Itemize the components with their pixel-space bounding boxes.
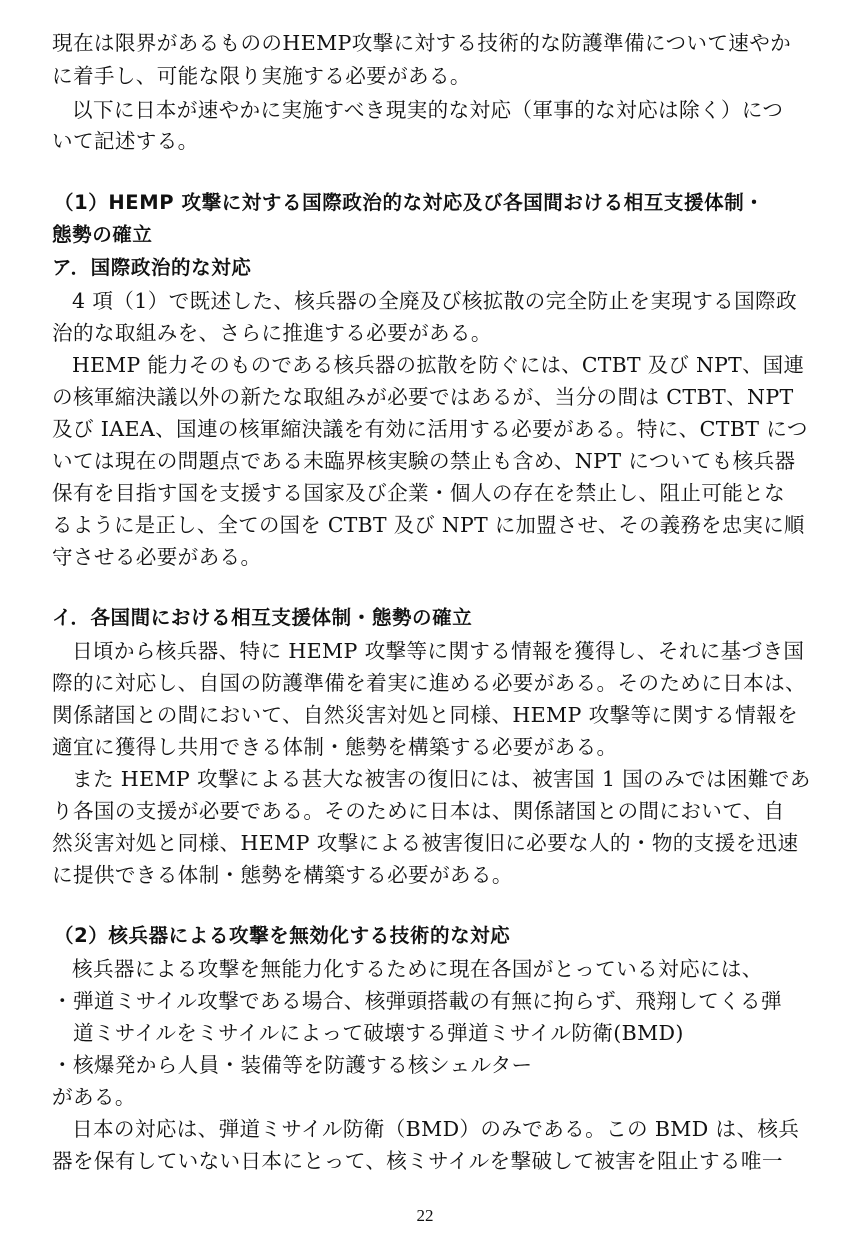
body-line: HEMP 能力そのものである核兵器の拡散を防ぐには、CTBT 及び NPT、国連 — [72, 353, 805, 377]
subsection-heading-a: ア．国際政治的な対応 — [52, 256, 252, 279]
body-line: 及び IAEA、国連の核軍縮決議を有効に活用する必要がある。特に、CTBT につ — [52, 417, 808, 441]
section-heading-1: （1）HEMP 攻撃に対する国際政治的な対応及び各国間おける相互支援体制・ — [54, 191, 765, 214]
page-number: 22 — [416, 1206, 434, 1225]
section-heading-2: （2）核兵器による攻撃を無効化する技術的な対応 — [54, 924, 511, 947]
body-line: るように是正し、全ての国を CTBT 及び NPT に加盟させ、その義務を忠実に順 — [52, 513, 805, 537]
body-line: に着手し、可能な限り実施する必要がある。 — [52, 64, 471, 88]
body-line: 核兵器による攻撃を無能力化するために現在各国がとっている対応には、 — [72, 957, 763, 981]
body-line: がある。 — [52, 1085, 136, 1109]
body-line: の核軍縮決議以外の新たな取組みが必要ではあるが、当分の間は CTBT、NPT — [52, 385, 794, 409]
subsection-heading-i: イ．各国間における相互支援体制・態勢の確立 — [52, 606, 473, 629]
body-line: 治的な取組みを、さらに推進する必要がある。 — [52, 321, 492, 345]
bullet-item: ・弾道ミサイル攻撃である場合、核弾頭搭載の有無に拘らず、飛翔してくる弾 — [52, 989, 782, 1013]
body-line: に提供できる体制・態勢を構築する必要がある。 — [52, 863, 513, 887]
body-line: いては現在の問題点である未臨界核実験の禁止も含め、NPT についても核兵器 — [52, 449, 796, 473]
body-line: また HEMP 攻撃による甚大な被害の復旧には、被害国 1 国のみでは困難であ — [72, 767, 811, 791]
body-line: 日頃から核兵器、特に HEMP 攻撃等に関する情報を獲得し、それに基づき国 — [72, 639, 805, 663]
body-line: 4 項（1）で既述した、核兵器の全廃及び核拡散の完全防止を実現する国際政 — [72, 289, 797, 313]
body-line: 守させる必要がある。 — [52, 545, 262, 569]
body-line: 現在は限界があるもののHEMP攻撃に対する技術的な防護準備について速やか — [52, 31, 792, 55]
body-line: 日本の対応は、弾道ミサイル防衛（BMD）のみである。この BMD は、核兵 — [72, 1117, 800, 1141]
body-line: 際的に対応し、自国の防護準備を着実に進める必要がある。そのために日本は、 — [52, 671, 806, 695]
body-line: 然災害対処と同様、HEMP 攻撃による被害復旧に必要な人的・物的支援を迅速 — [52, 831, 799, 855]
body-line: 適宜に獲得し共用できる体制・態勢を構築する必要がある。 — [52, 735, 618, 759]
body-line: 器を保有していない日本にとって、核ミサイルを撃破して被害を阻止する唯一 — [52, 1149, 783, 1173]
body-line: 保有を目指す国を支援する国家及び企業・個人の存在を禁止し、阻止可能とな — [52, 481, 786, 505]
body-line: り各国の支援が必要である。そのために日本は、関係諸国との間において、自 — [52, 799, 785, 823]
bullet-item-cont: 道ミサイルをミサイルによって破壊する弾道ミサイル防衛(BMD) — [73, 1021, 684, 1045]
section-heading-1-cont: 態勢の確立 — [52, 223, 153, 246]
body-line: いて記述する。 — [52, 129, 199, 153]
body-line: 以下に日本が速やかに実施すべき現実的な対応（軍事的な対応は除く）につ — [72, 98, 784, 122]
bullet-item: ・核爆発から人員・装備等を防護する核シェルター — [52, 1053, 533, 1077]
body-line: 関係諸国との間において、自然災害対処と同様、HEMP 攻撃等に関する情報を — [52, 703, 799, 727]
